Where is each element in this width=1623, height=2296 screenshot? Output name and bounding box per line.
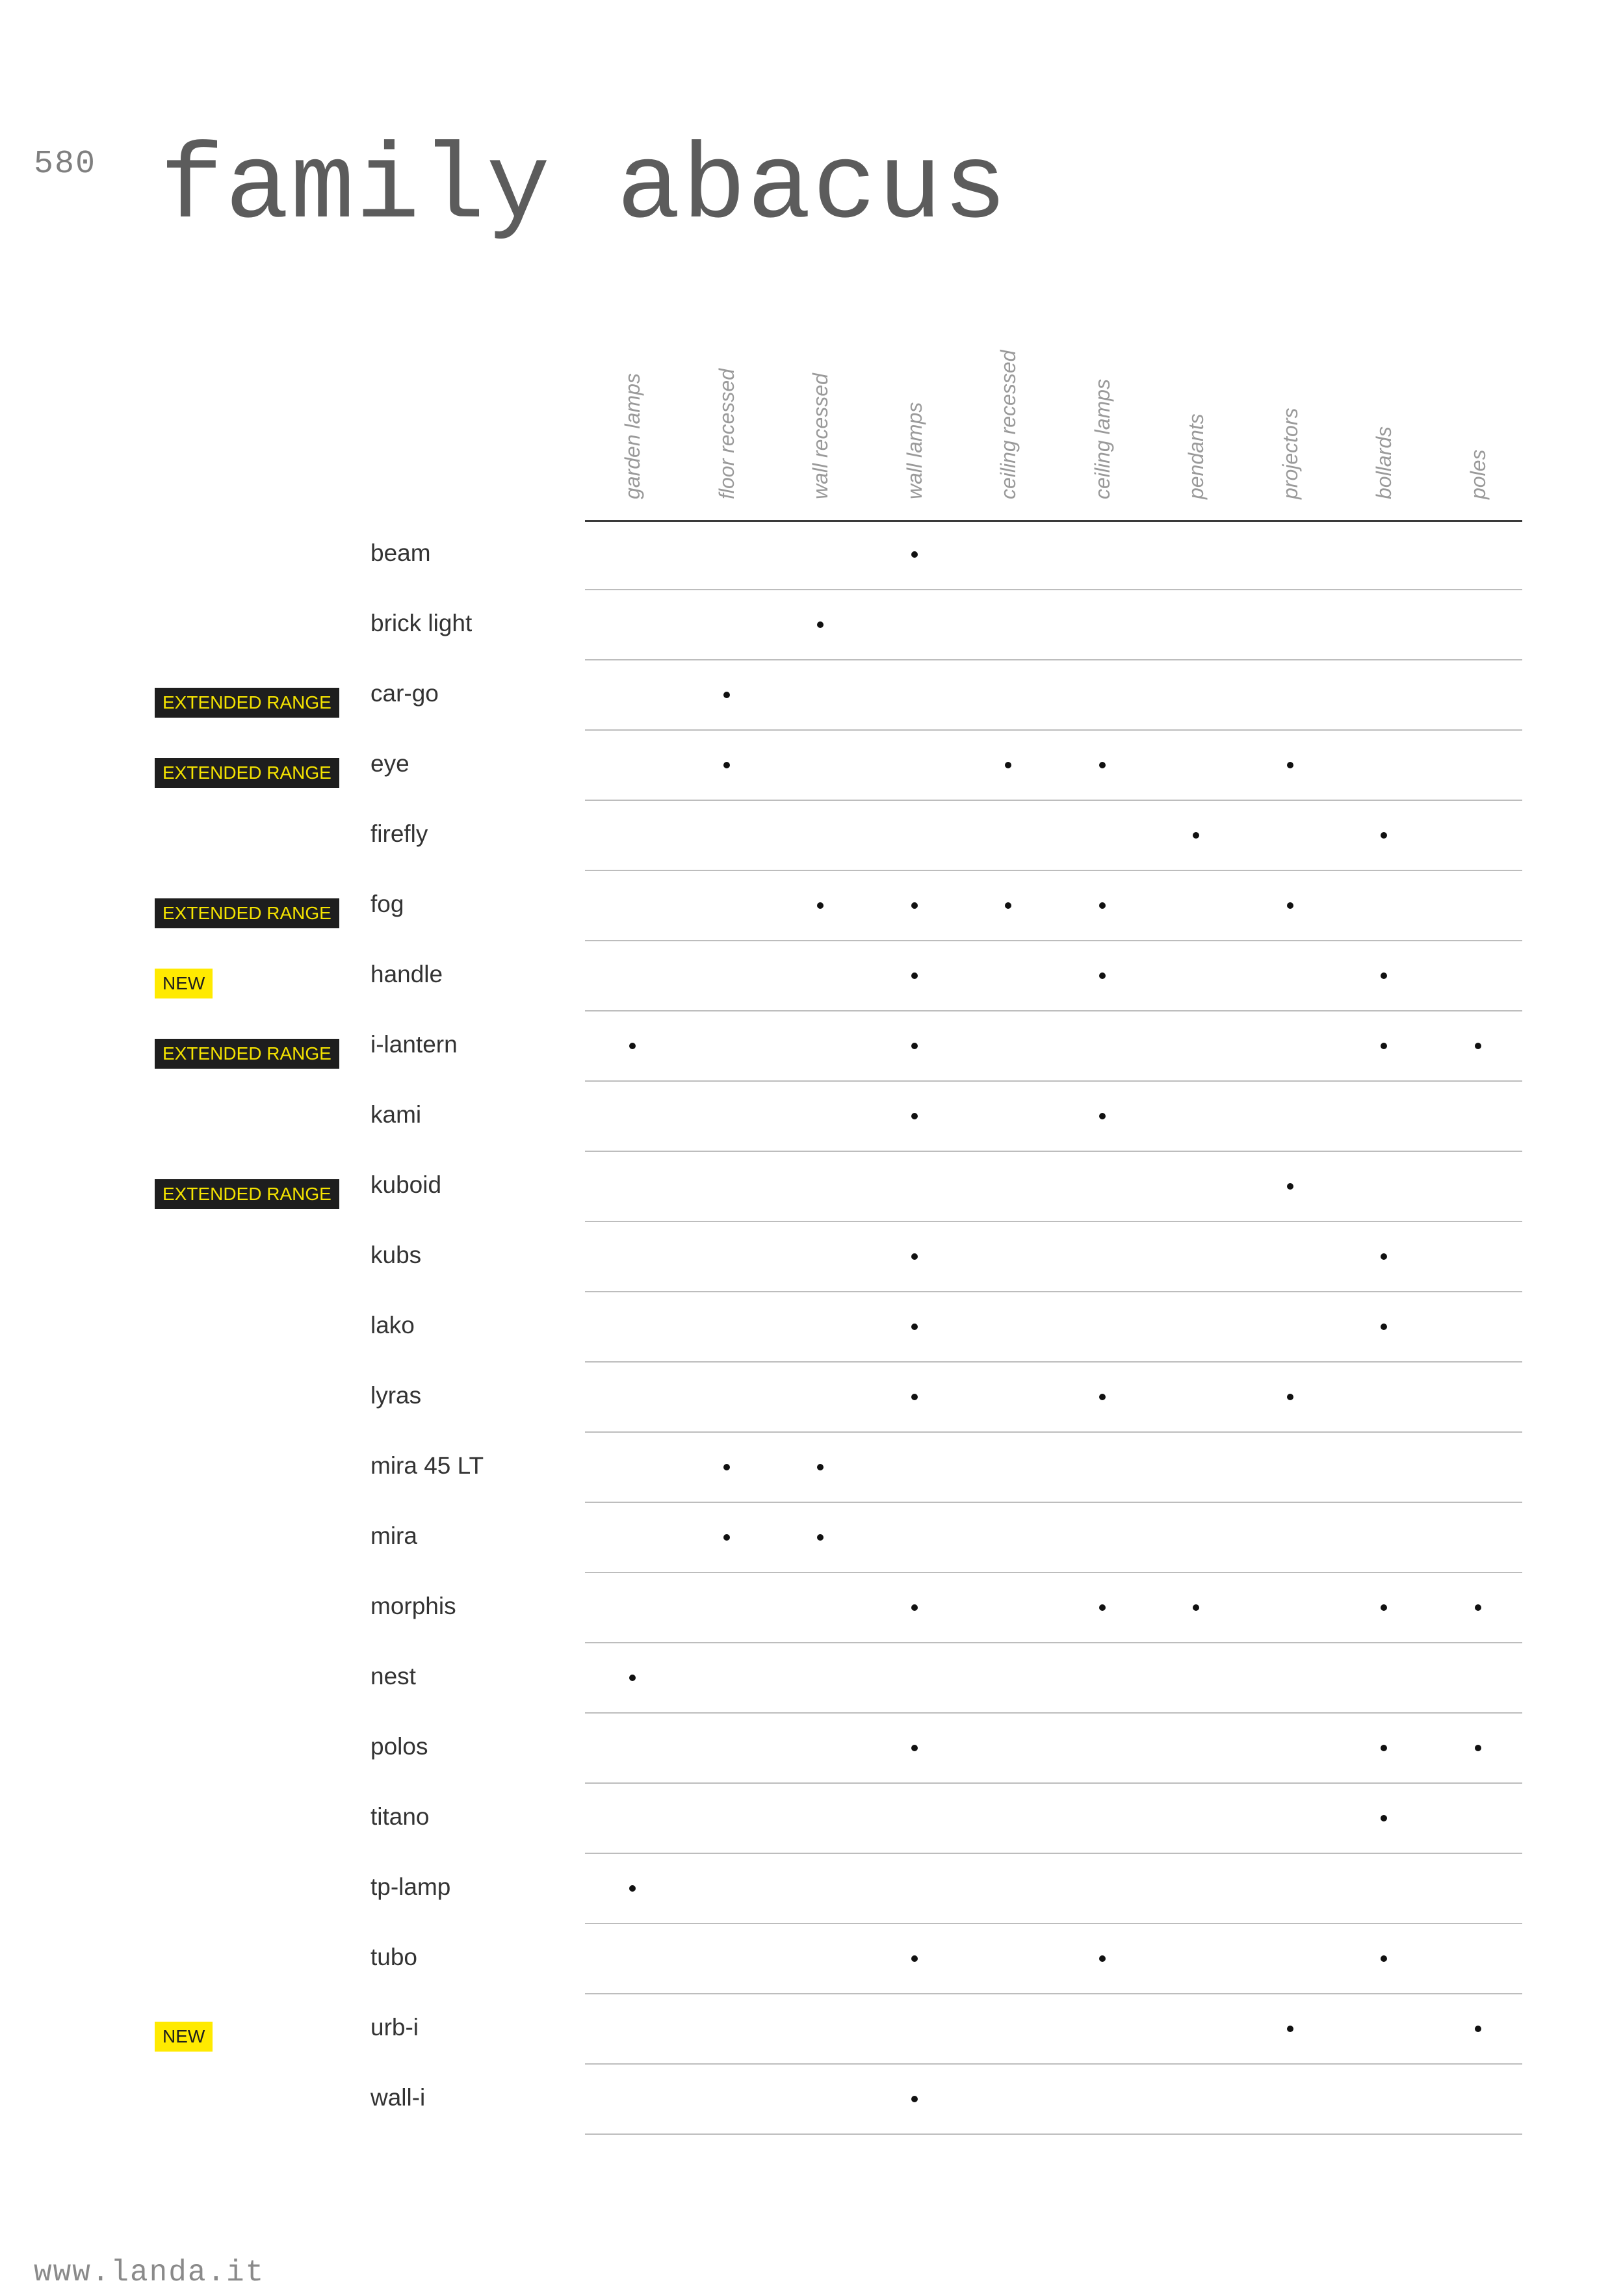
availability-dot xyxy=(1287,902,1293,909)
column-header-pendants: pendants xyxy=(1184,413,1208,499)
availability-dot xyxy=(911,1604,918,1611)
product-name: lako xyxy=(370,1312,415,1338)
column-header-projectors: projectors xyxy=(1278,408,1302,499)
table-row xyxy=(0,941,1623,1011)
column-header-wall-lamps: wall lamps xyxy=(902,402,926,499)
availability-dot xyxy=(1381,1604,1387,1611)
availability-dot xyxy=(817,902,824,909)
product-name: nest xyxy=(370,1663,416,1689)
availability-dot xyxy=(911,902,918,909)
availability-dot xyxy=(1381,1324,1387,1330)
table-row xyxy=(0,1784,1623,1854)
product-name: beam xyxy=(370,540,431,566)
product-name: kubs xyxy=(370,1242,422,1268)
page-number: 580 xyxy=(34,146,97,183)
column-header-ceiling-lamps: ceiling lamps xyxy=(1090,379,1114,499)
product-name: kami xyxy=(370,1101,422,1128)
table-row xyxy=(0,660,1623,731)
availability-dot xyxy=(911,1253,918,1260)
availability-dot xyxy=(1475,1604,1481,1611)
table-row xyxy=(0,1503,1623,1573)
product-name: eye xyxy=(370,750,409,777)
table-row xyxy=(0,1433,1623,1503)
availability-dot xyxy=(817,1464,824,1470)
availability-dot xyxy=(1381,972,1387,979)
product-name: fog xyxy=(370,891,404,917)
availability-dot xyxy=(1287,1394,1293,1400)
extended-range-badge: EXTENDED RANGE xyxy=(155,898,339,928)
column-header-bollards: bollards xyxy=(1372,426,1396,499)
column-header-wall-recessed: wall recessed xyxy=(809,373,832,499)
table-row xyxy=(0,871,1623,941)
availability-dot xyxy=(1193,832,1199,839)
availability-dot xyxy=(1475,2026,1481,2032)
availability-dot xyxy=(723,1464,730,1470)
product-name: brick light xyxy=(370,610,473,636)
product-name: kuboid xyxy=(370,1171,442,1198)
table-row xyxy=(0,1082,1623,1152)
availability-dot xyxy=(1287,2026,1293,2032)
availability-dot xyxy=(1099,1955,1106,1962)
product-name: lyras xyxy=(370,1382,422,1409)
availability-dot xyxy=(1381,1043,1387,1049)
product-name: car-go xyxy=(370,680,439,707)
availability-dot xyxy=(1381,832,1387,839)
table-row xyxy=(0,2065,1623,2135)
product-name: firefly xyxy=(370,820,428,847)
row-divider xyxy=(585,2133,1522,2135)
product-name: tubo xyxy=(370,1944,418,1970)
availability-dot xyxy=(1381,1253,1387,1260)
table-row xyxy=(0,1924,1623,1994)
footer-url[interactable]: www.landa.it xyxy=(34,2256,265,2289)
availability-dot xyxy=(723,762,730,768)
table-row xyxy=(0,1643,1623,1714)
table-row xyxy=(0,590,1623,660)
availability-dot xyxy=(1193,1604,1199,1611)
availability-dot xyxy=(1381,1815,1387,1821)
product-name: handle xyxy=(370,961,443,987)
column-header-garden-lamps: garden lamps xyxy=(621,373,644,499)
product-name: urb-i xyxy=(370,2014,419,2041)
availability-dot xyxy=(1381,1955,1387,1962)
product-name: mira 45 LT xyxy=(370,1452,484,1479)
extended-range-badge: EXTENDED RANGE xyxy=(155,758,339,788)
availability-dot xyxy=(911,1745,918,1751)
table-row xyxy=(0,731,1623,801)
extended-range-badge: EXTENDED RANGE xyxy=(155,688,339,718)
availability-dot xyxy=(911,1955,918,1962)
availability-dot xyxy=(1005,762,1011,768)
table-row xyxy=(0,1292,1623,1363)
table-row xyxy=(0,520,1623,590)
column-header-floor-recessed: floor recessed xyxy=(714,369,738,499)
table-row xyxy=(0,801,1623,871)
availability-dot xyxy=(723,692,730,698)
availability-dot xyxy=(1475,1745,1481,1751)
product-name: morphis xyxy=(370,1593,456,1619)
availability-dot xyxy=(1099,972,1106,979)
availability-dot xyxy=(1099,902,1106,909)
product-name: titano xyxy=(370,1803,430,1830)
availability-dot xyxy=(1099,1113,1106,1119)
availability-dot xyxy=(911,1043,918,1049)
product-name: tp-lamp xyxy=(370,1873,451,1900)
product-name: polos xyxy=(370,1733,428,1760)
table-row xyxy=(0,1573,1623,1643)
availability-dot xyxy=(911,1113,918,1119)
table-row xyxy=(0,1011,1623,1082)
extended-range-badge: EXTENDED RANGE xyxy=(155,1179,339,1209)
page-title: family abacus xyxy=(160,128,1009,249)
availability-dot xyxy=(1287,1183,1293,1190)
availability-dot xyxy=(1475,1043,1481,1049)
availability-dot xyxy=(1099,762,1106,768)
new-badge: NEW xyxy=(155,2022,213,2052)
availability-dot xyxy=(817,621,824,628)
product-name: wall-i xyxy=(370,2084,426,2111)
table-row xyxy=(0,1222,1623,1292)
product-name: i-lantern xyxy=(370,1031,458,1058)
table-row xyxy=(0,1714,1623,1784)
availability-dot xyxy=(629,1043,636,1049)
table-row xyxy=(0,1152,1623,1222)
column-header-ceiling-recessed: ceiling recessed xyxy=(996,350,1020,499)
availability-dot xyxy=(911,2096,918,2102)
availability-dot xyxy=(1287,762,1293,768)
column-header-poles: poles xyxy=(1466,449,1490,499)
availability-dot xyxy=(817,1534,824,1541)
availability-dot xyxy=(1005,902,1011,909)
availability-dot xyxy=(911,1394,918,1400)
extended-range-badge: EXTENDED RANGE xyxy=(155,1039,339,1069)
availability-dot xyxy=(629,1885,636,1892)
new-badge: NEW xyxy=(155,969,213,998)
table-row xyxy=(0,1854,1623,1924)
availability-dot xyxy=(911,972,918,979)
product-name: mira xyxy=(370,1522,417,1549)
table-row xyxy=(0,1363,1623,1433)
availability-dot xyxy=(1381,1745,1387,1751)
availability-dot xyxy=(723,1534,730,1541)
availability-dot xyxy=(911,551,918,558)
availability-dot xyxy=(911,1324,918,1330)
availability-dot xyxy=(1099,1604,1106,1611)
availability-dot xyxy=(1099,1394,1106,1400)
availability-dot xyxy=(629,1675,636,1681)
table-row xyxy=(0,1994,1623,2065)
